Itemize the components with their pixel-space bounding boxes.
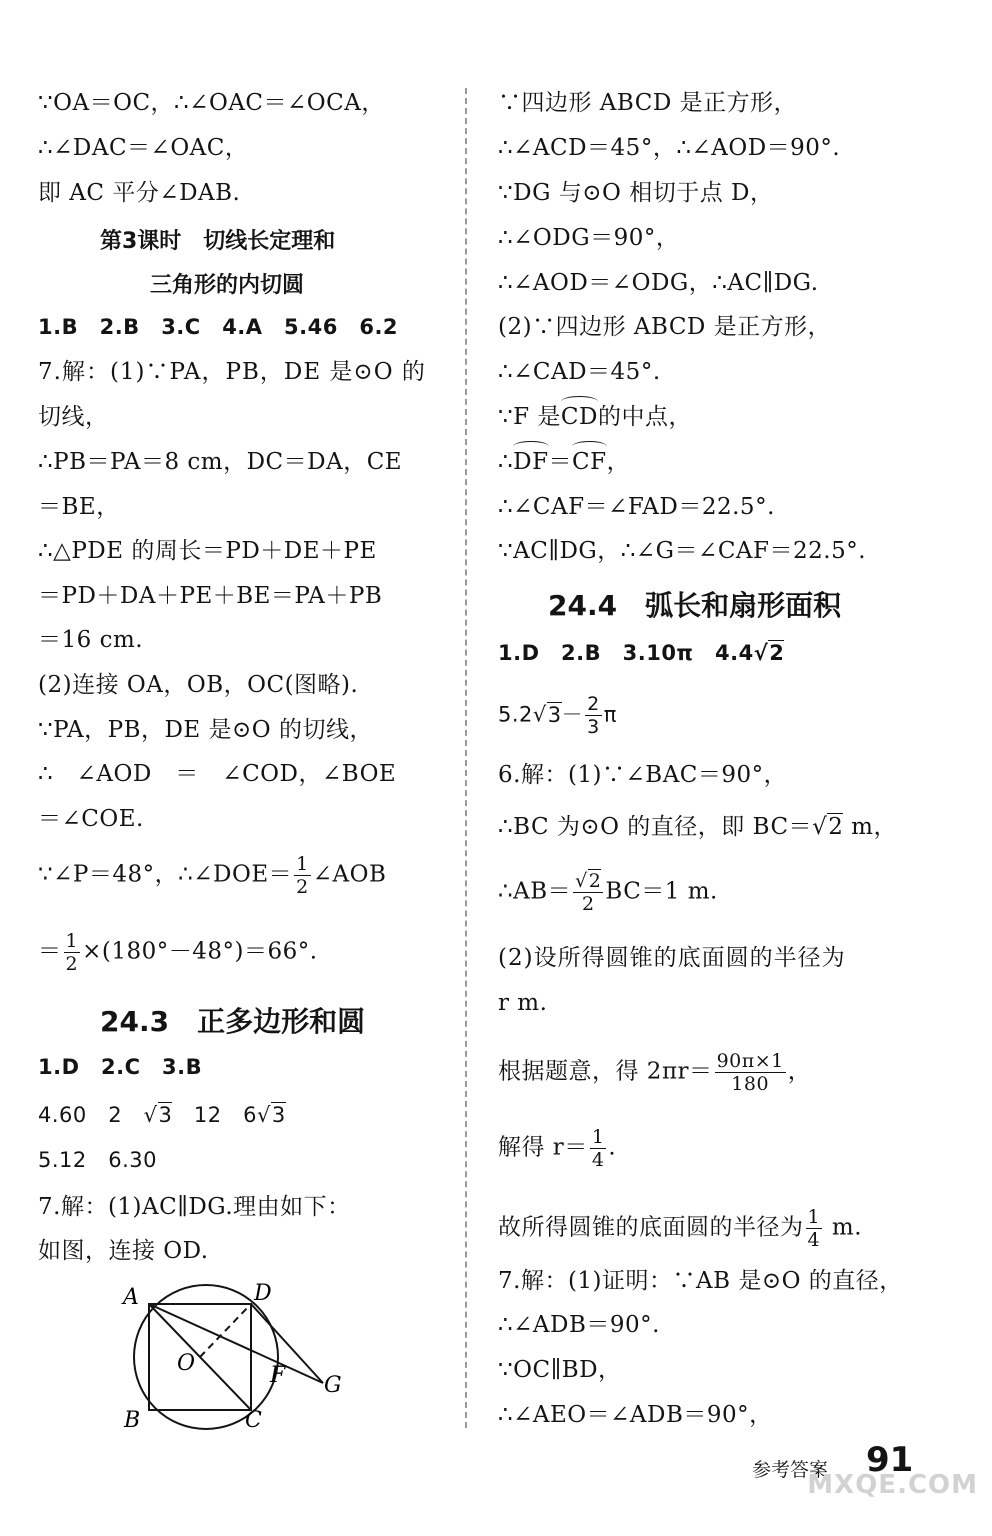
fraction <box>715 1050 786 1095</box>
numerator: 1 <box>807 1206 821 1228</box>
denominator: 4 <box>807 1229 821 1251</box>
text-segment: ∴ <box>498 449 514 475</box>
label-a: A <box>123 1285 139 1310</box>
answer-line: 1.D 2.B 3.10π 4.4√2 <box>498 641 785 665</box>
text-line <box>498 870 718 915</box>
text-line: 7.解：(1)证明：∵AB 是⊙O 的直径， <box>498 1268 903 1294</box>
text-line: ∴∠AOD＝∠ODG，∴AC∥DG. <box>498 270 819 296</box>
answer-line: 1.B 2.B 3.C 4.A 5.46 6.2 <box>38 315 399 339</box>
label-b: B <box>124 1408 141 1433</box>
answer-line: 5.2√3－ $\frac{2}{3}$ π <box>498 693 617 738</box>
footer-label: 参考答案 <box>752 1459 829 1481</box>
text-line: ∴∠DAC＝∠OAC， <box>38 135 249 161</box>
text-segment: BC＝1 m. <box>605 878 718 905</box>
label-o: O <box>177 1351 196 1376</box>
radicand: 2 <box>769 641 785 665</box>
text-segment: ， <box>787 1058 812 1085</box>
fraction <box>806 1206 823 1251</box>
text-line <box>38 853 386 898</box>
text-line: ∴∠ADB＝90°. <box>498 1312 660 1338</box>
denominator: 2 <box>65 953 79 975</box>
text-line <box>38 930 318 975</box>
text-line: ∵OA＝OC，∴∠OAC＝∠OCA， <box>38 90 385 116</box>
text-line: ∵OC∥BD， <box>498 1357 622 1383</box>
text-segment: 12 6 <box>172 1103 257 1127</box>
text-line <box>498 402 692 432</box>
text-segment: 的中点， <box>597 404 692 430</box>
numerator: 90π×1 <box>716 1050 784 1072</box>
label-g: G <box>324 1373 342 1398</box>
text-line: ∵AC∥DG，∴∠G＝∠CAF＝22.5°. <box>498 538 867 564</box>
text-line: ∴∠CAD＝45°. <box>498 359 661 385</box>
text-segment: 故所得圆锥的底面圆的半径为 <box>498 1214 804 1241</box>
answer-line: 5.12 6.30 <box>38 1148 158 1172</box>
section-heading: 24.4 弧长和扇形面积 <box>548 589 842 622</box>
text-segment: 解得 r＝ <box>498 1134 588 1161</box>
text-line: ∵PA，PB，DE 是⊙O 的切线， <box>38 717 373 743</box>
radicand: 3 <box>158 1103 173 1127</box>
text-line: ∴∠ACD＝45°，∴∠AOD＝90°. <box>498 135 841 161</box>
text-line: ∴BC 为⊙O 的直径，即 BC＝√2 m， <box>498 814 897 840</box>
text-segment: ＝ <box>38 938 62 965</box>
text-segment: π <box>603 702 617 727</box>
text-segment: ∠AOB <box>312 861 387 888</box>
text-line: 7.解：(1)∵PA，PB，DE 是⊙O 的 <box>38 359 426 385</box>
text-segment: ∴AB＝ <box>498 878 572 905</box>
denominator: 3 <box>587 716 600 738</box>
text-segment: ∵F 是 <box>498 404 561 430</box>
answer-line: 1.D 2.C 3.B <box>38 1055 203 1079</box>
text-line: ∴∠ODG＝90°， <box>498 225 680 251</box>
text-segment: m. <box>824 1214 863 1241</box>
text-segment: 5.2 <box>498 702 533 727</box>
text-segment: ×(180°－48°)＝66°. <box>82 938 318 965</box>
text-line <box>498 447 630 477</box>
text-line: ＝∠COE. <box>38 806 144 832</box>
numerator: 1 <box>296 853 309 875</box>
fraction <box>573 870 603 915</box>
denominator: 2 <box>296 876 309 898</box>
text-line: ∴△PDE 的周长＝PD＋DE＋PE <box>38 538 377 564</box>
fraction <box>585 693 602 738</box>
text-segment: ∵∠P＝48°，∴∠DOE＝ <box>38 861 293 888</box>
numerator: 2 <box>587 693 600 715</box>
lesson-heading-2: 三角形的内切圆 <box>150 273 305 298</box>
text-line: (2)连接 OA，OB，OC(图略). <box>38 672 359 698</box>
text-line: ∵四边形 ABCD 是正方形， <box>498 90 798 116</box>
fraction <box>64 930 81 975</box>
text-line: ∴∠CAF＝∠FAD＝22.5°. <box>498 494 775 520</box>
text-segment: 4.60 2 <box>38 1103 144 1127</box>
arc-cf: CF <box>572 449 607 475</box>
line-ag <box>149 1304 323 1383</box>
denominator: 180 <box>731 1073 770 1095</box>
text-line: 切线， <box>38 404 109 430</box>
radicand: 2 <box>828 814 844 840</box>
text-segment: 根据题意，得 2πr＝ <box>498 1058 713 1085</box>
text-segment: ， <box>606 449 631 475</box>
text-line <box>498 1206 862 1251</box>
text-line: r m. <box>498 990 548 1016</box>
label-f: F <box>270 1363 286 1388</box>
text-line: (2)设所得圆锥的底面圆的半径为 <box>498 945 846 971</box>
text-line: 即 AC 平分∠DAB. <box>38 180 241 206</box>
page-number: 91 <box>866 1440 914 1480</box>
text-segment: 1.D 2.B 3.10π 4.4 <box>498 641 754 665</box>
radicand: 3 <box>547 702 562 727</box>
denominator: 2 <box>581 893 595 915</box>
radicand: 2 <box>588 870 602 892</box>
text-line: ＝PD＋DA＋PE＋BE＝PA＋PB <box>38 583 383 609</box>
text-line: ∴∠AEO＝∠ADB＝90°， <box>498 1402 773 1428</box>
label-d: D <box>254 1281 272 1306</box>
text-segment: . <box>608 1134 617 1161</box>
text-line: ∵DG 与⊙O 相切于点 D， <box>498 180 774 206</box>
text-line <box>498 1050 811 1095</box>
answer-line: 4.60 2 √3 12 6√3 <box>38 1103 286 1127</box>
text-line: (2)∵四边形 ABCD 是正方形， <box>498 314 832 340</box>
denominator: 4 <box>591 1149 605 1171</box>
text-line: 如图，连接 OD. <box>38 1238 209 1264</box>
geometry-figure <box>118 1280 358 1440</box>
text-segment: ＝ <box>548 449 573 475</box>
label-c: C <box>245 1408 262 1433</box>
text-segment: ∴BC 为⊙O 的直径，即 BC＝ <box>498 814 813 840</box>
text-line <box>498 1126 616 1171</box>
text-line: ∴ ∠AOD ＝ ∠COD，∠BOE <box>38 761 397 787</box>
numerator: 1 <box>591 1126 605 1148</box>
fraction <box>294 853 311 898</box>
numerator: √2 <box>575 870 602 892</box>
text-segment: － <box>561 702 584 727</box>
lesson-heading: 第3课时 切线长定理和 <box>100 229 336 254</box>
text-line: ＝16 cm. <box>38 627 144 653</box>
section-heading: 24.3 正多边形和圆 <box>100 1005 366 1038</box>
watermark: MXQE.COM <box>807 1470 978 1500</box>
arc-df: DF <box>513 449 549 475</box>
text-line: ∴PB＝PA＝8 cm，DC＝DA，CE <box>38 449 403 475</box>
text-line: 6.解：(1)∵∠BAC＝90°， <box>498 762 788 788</box>
radicand: 3 <box>271 1103 286 1127</box>
fraction <box>590 1126 607 1171</box>
text-segment: m， <box>843 814 897 840</box>
text-line: 7.解：(1)AC∥DG.理由如下： <box>38 1194 351 1220</box>
numerator: 1 <box>65 930 79 952</box>
tangent-dg <box>251 1304 323 1383</box>
text-line: ＝BE， <box>38 494 120 520</box>
arc-cd: CD <box>560 404 598 430</box>
column-divider <box>465 88 467 1428</box>
